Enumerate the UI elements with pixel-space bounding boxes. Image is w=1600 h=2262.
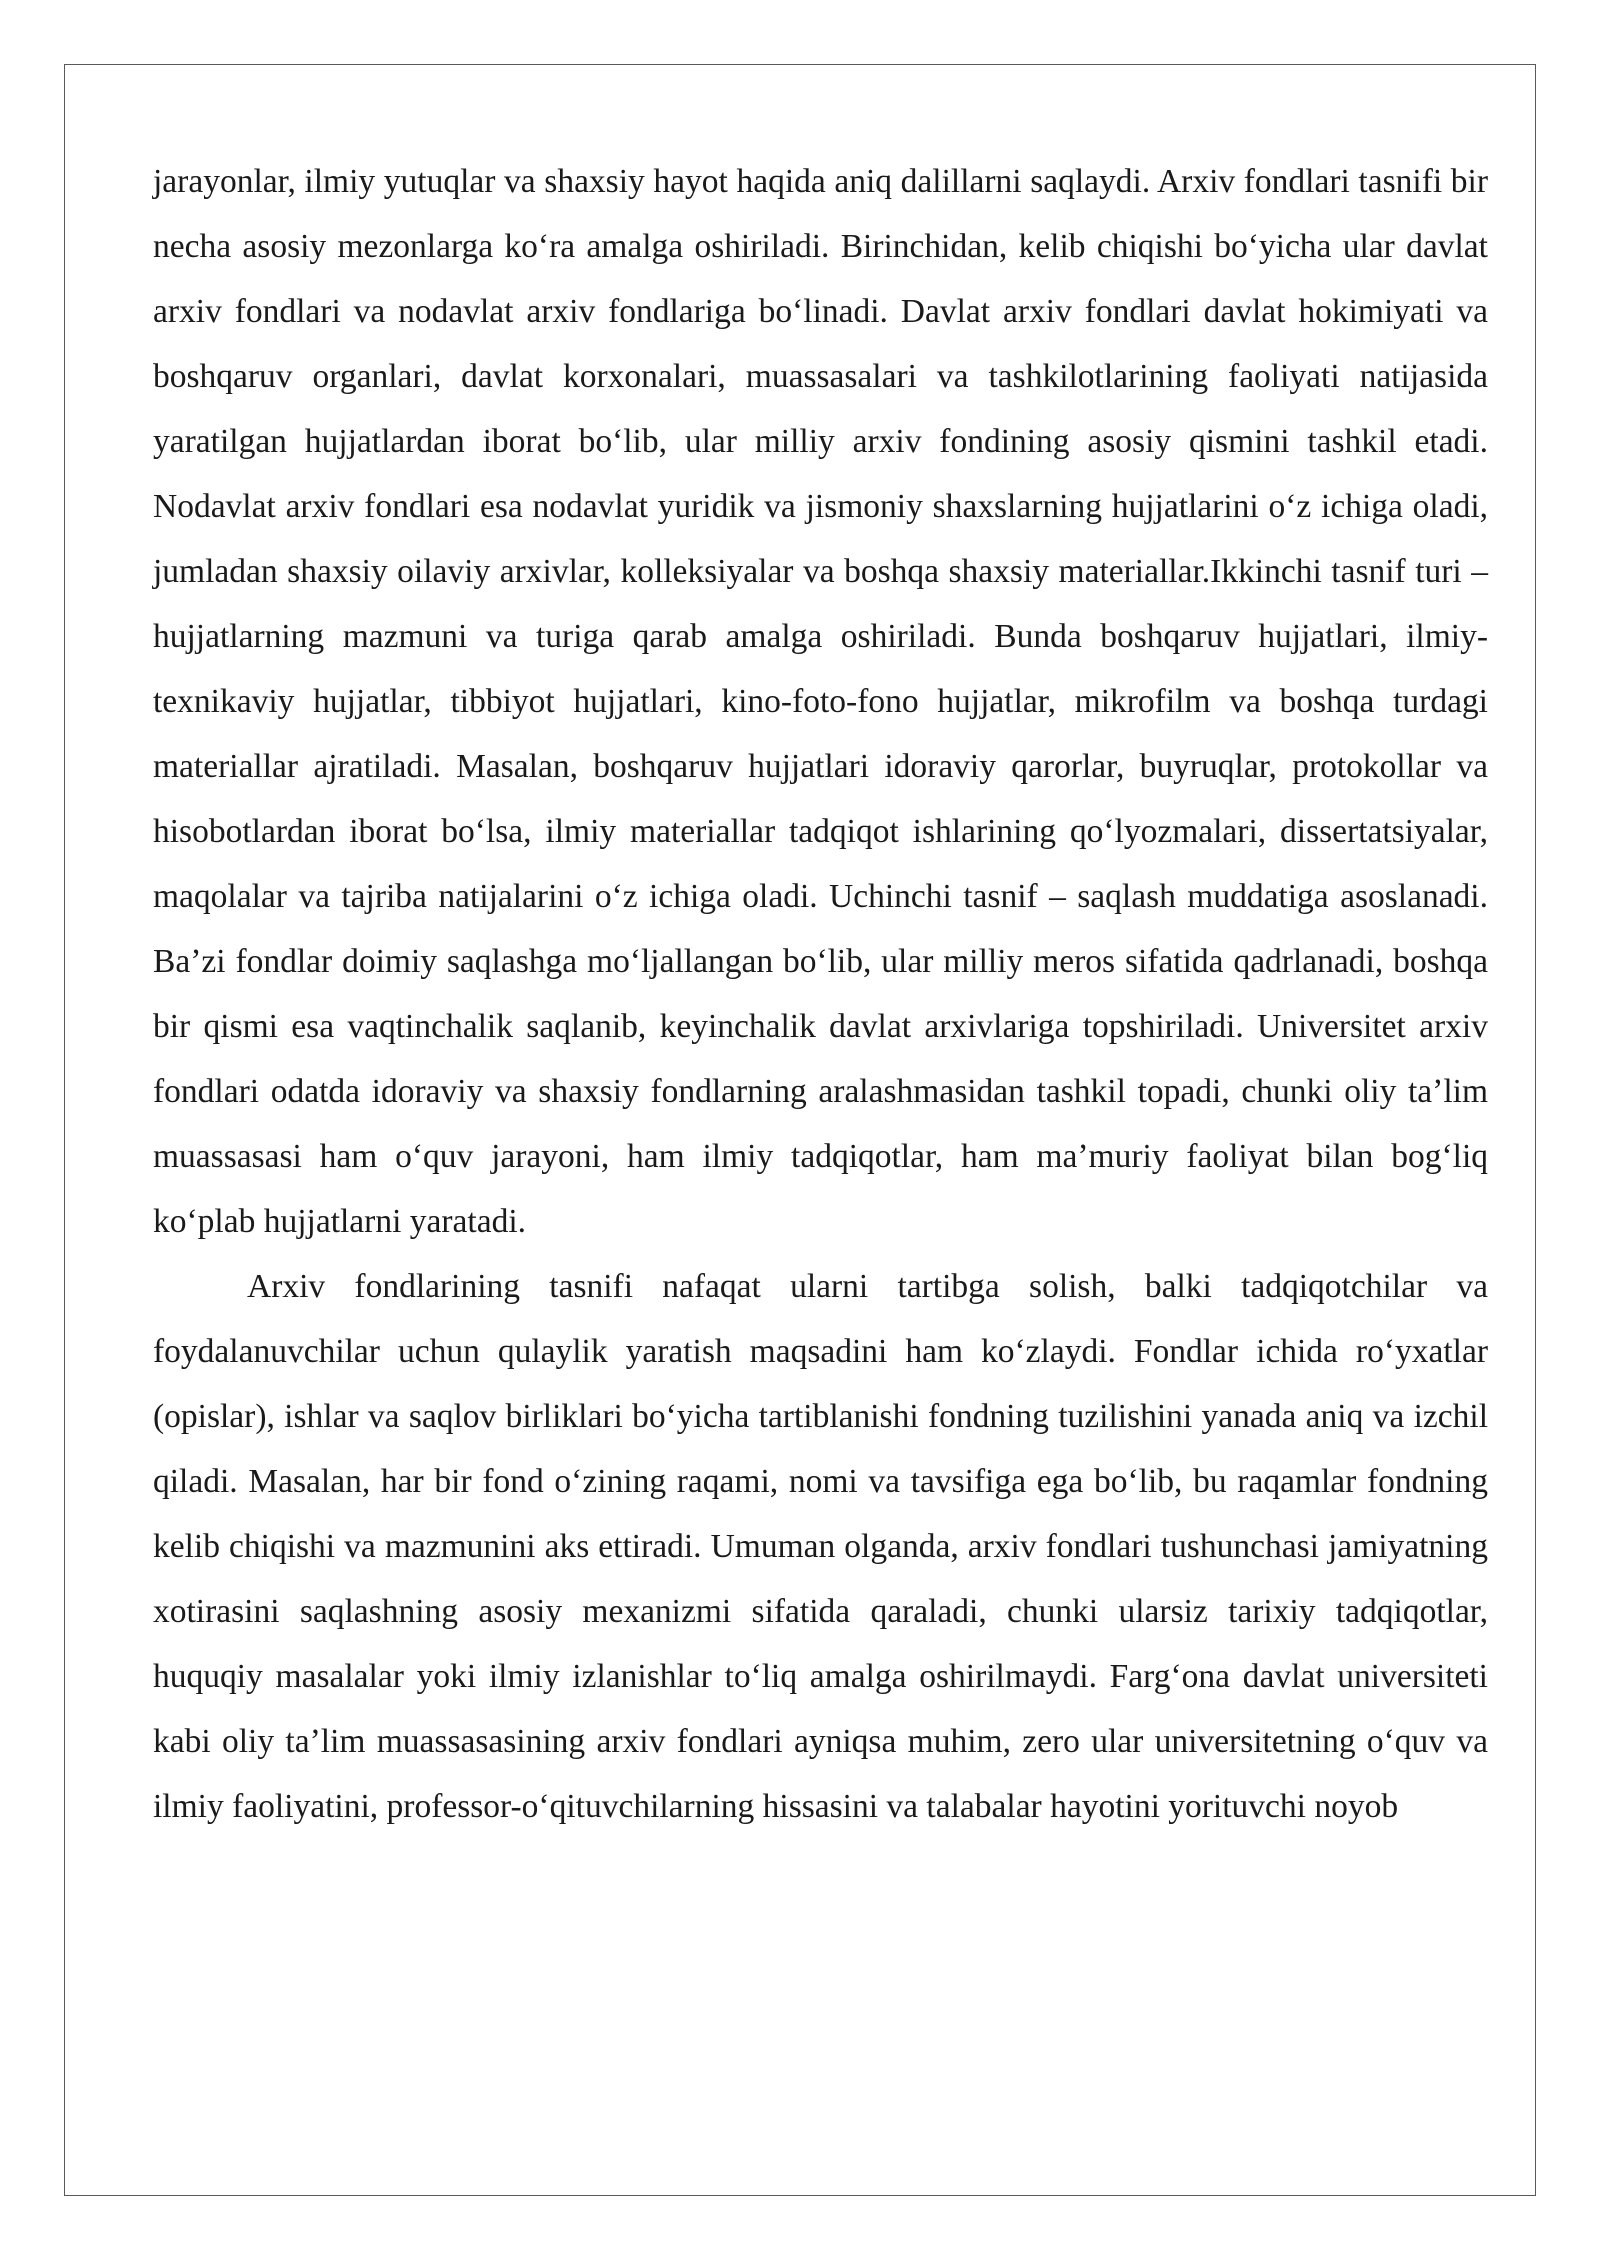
- paragraph-2: Arxiv fondlarining tasnifi nafaqat ularni tartibga solish, balki tadqiqotchilar va foydalanuvchilar uchun qulaylik yaratish maqsadini ham koʻzlaydi. Fondlar ichida roʻyxatlar (opislar), ishlar va saqlov birliklari boʻyicha tartiblanishi fondning tuzilishini yanada aniq va izchil qiladi. Masalan, har bir fond oʻzining raqami, nomi va tavsifiga ega boʻlib, bu raqamlar fondning kelib chiqishi va mazmunini aks ettiradi. Umuman olganda, arxiv fondlari tushunchasi jamiyatning xotirasini saqlashning asosiy mexanizmi sifatida qaraladi, chunki ularsiz tarixiy tadqiqotlar, huquqiy masalalar yoki ilmiy izlanishlar toʻliq amalga oshirilmaydi. Fargʻona davlat universiteti kabi oliy taʼlim muassasasining arxiv fondlari ayniqsa muhim, zero ular universitetning oʻquv va ilmiy faoliyatini, professor-oʻqituvchilarning hissasini va talabalar hayotini yorituvchi noyob: [153, 1268, 1488, 1825]
- paragraph-1: jarayonlar, ilmiy yutuqlar va shaxsiy hayot haqida aniq dalillarni saqlaydi. Arxiv fondlari tasnifi bir necha asosiy mezonlarga koʻra amalga oshiriladi. Birinchidan, kelib chiqishi boʻyicha ular davlat arxiv fondlari va nodavlat arxiv fondlariga boʻlinadi. Davlat arxiv fondlari davlat hokimiyati va boshqaruv organlari, davlat korxonalari, muassasalari va tashkilotlarining faoliyati natijasida yaratilgan hujjatlardan iborat boʻlib, ular milliy arxiv fondining asosiy qismini tashkil etadi. Nodavlat arxiv fondlari esa nodavlat yuridik va jismoniy shaxslarning hujjatlarini oʻz ichiga oladi, jumladan shaxsiy oilaviy arxivlar, kolleksiyalar va boshqa shaxsiy materiallar.Ikkinchi tasnif turi – hujjatlarning mazmuni va turiga qarab amalga oshiriladi. Bunda boshqaruv hujjatlari, ilmiy-texnikaviy hujjatlar, tibbiyot hujjatlari, kino-foto-fono hujjatlar, mikrofilm va boshqa turdagi materiallar ajratiladi. Masalan, boshqaruv hujjatlari idoraviy qarorlar, buyruqlar, protokollar va hisobotlardan iborat boʻlsa, ilmiy materiallar tadqiqot ishlarining qoʻlyozmalari, dissertatsiyalar, maqolalar va tajriba natijalarini oʻz ichiga oladi. Uchinchi tasnif – saqlash muddatiga asoslanadi. Baʼzi fondlar doimiy saqlashga moʻljallangan boʻlib, ular milliy meros sifatida qadrlanadi, boshqa bir qismi esa vaqtinchalik saqlanib, keyinchalik davlat arxivlariga topshiriladi. Universitet arxiv fondlari odatda idoraviy va shaxsiy fondlarning aralashmasidan tashkil topadi, chunki oliy taʼlim muassasasi ham oʻquv jarayoni, ham ilmiy tadqiqotlar, ham maʼmuriy faoliyat bilan bogʻliq koʻplab hujjatlarni yaratadi.: [153, 163, 1488, 1240]
- document-body: [153, 149, 1488, 1839]
